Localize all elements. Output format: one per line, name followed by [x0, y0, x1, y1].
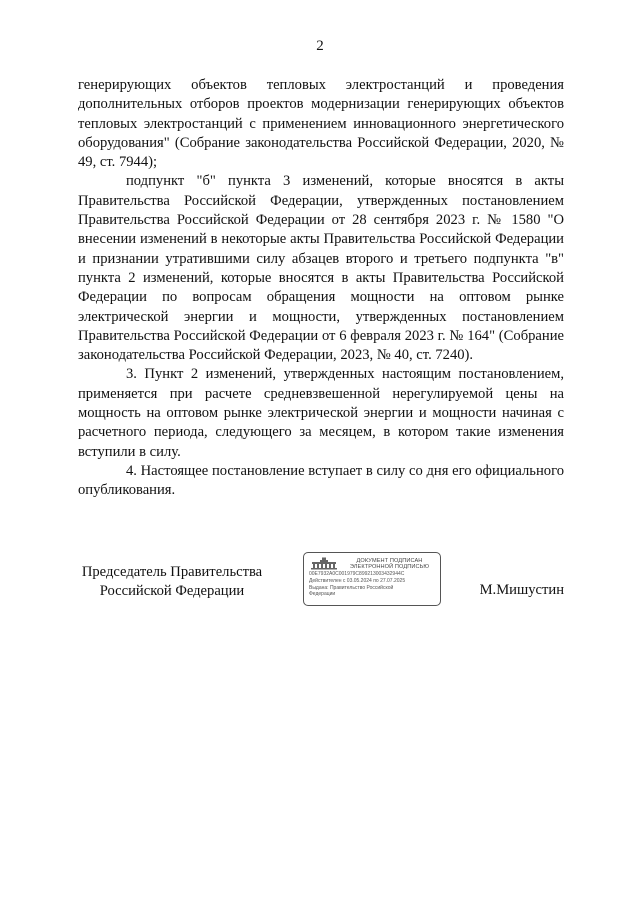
signer-title-line: Председатель Правительства	[81, 564, 263, 580]
paragraph: 3. Пункт 2 изменений, утвержденных настоящим постановлением, применяется при расчете средневзвешенной нерегулируемой цены на мощность на оптовом рынке электрической энергии и мощности начиная с расчетного периода, следующего за месяцем, в котором такие изменения вступили в силу.	[78, 366, 564, 460]
stamp-issued-to: Выдана: Правительство Российской	[309, 585, 394, 591]
stamp-issued-to: Федерации	[309, 591, 336, 597]
stamp-validity: Действителен с 03.05.2024 по 27.07.2025	[309, 578, 406, 584]
stamp-title-line: ДОКУМЕНТ ПОДПИСАН	[356, 558, 423, 564]
stamp-certificate-number: 00E7932A0C001979C899213003432944C	[309, 571, 405, 577]
stamp-title	[342, 558, 437, 571]
signer-name: М.Мишустин	[479, 582, 564, 598]
government-building-icon	[309, 557, 339, 570]
paragraph: генерирующих объектов тепловых электростанций и проведения дополнительных отборов проектов модернизации генерирующих объектов тепловых электростанций с применением инновационного энергетического оборудования" (Собрание законодательства Российской Федерации, 2020, № 49, ст. 7944);	[78, 77, 564, 171]
signer-title-line: Российской Федерации	[99, 583, 245, 599]
signer-title	[78, 563, 266, 601]
page-number: 2	[316, 38, 324, 54]
paragraph: 4. Настоящее постановление вступает в силу со дня его официального опубликования.	[78, 462, 564, 499]
document-body	[78, 76, 564, 501]
stamp-title-line: ЭЛЕКТРОННОЙ ПОДПИСЬЮ	[349, 564, 430, 571]
electronic-signature-stamp	[303, 552, 441, 606]
paragraph: подпункт "б" пункта 3 изменений, которые вносятся в акты Правительства Российской Федерации, утвержденных постановлением Правительства Российской Федерации от 28 сентября 2023 г. № 1580 "О внесении изменений в некоторые акты Правительства Российской Федерации и признании утратившими силу абзацев второго и третьего подпункта "в" пункта 2 изменений, которые вносятся в акты Правительства Российской Федерации по вопросам обращения мощности на оптовом рынке электрической энергии и мощности, утвержденных постановлением Правительства Российской Федерации от 6 февраля 2023 г. № 164" (Собрание законодательства Российской Федерации, 2023, № 40, ст. 7240).	[78, 173, 564, 364]
signature-block	[78, 552, 564, 612]
